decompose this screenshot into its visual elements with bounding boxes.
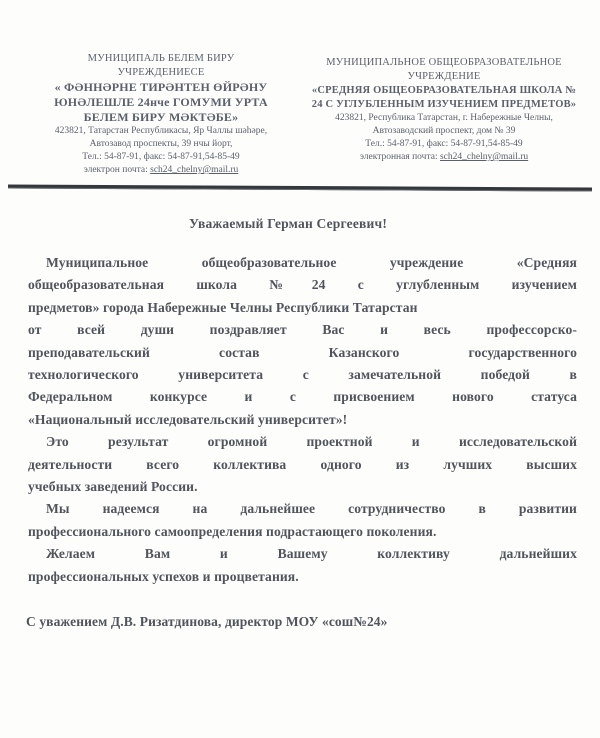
text-line: профессиональных успехов и процветания. [28,568,299,584]
text-line: учебных заведений России. [28,479,198,495]
letterhead-right [302,56,586,164]
paragraph-2 [28,431,577,498]
text-line: БЕЛЕМ БИРУ МӘКТӘБЕ» [83,110,239,124]
text-line: Автозаводский проспект, дом № 39 [372,126,516,136]
text-line: Федеральном конкурсе и с присвоением нового статуса [28,389,577,405]
letterhead-left-school-name [22,80,300,125]
paragraph-4 [28,543,577,588]
text-line: предметов» города Набережные Челны Республики Татарстан [28,299,418,315]
letterhead-right-email-row [302,151,586,164]
text-line: «СРЕДНЯЯ ОБЩЕОБРАЗОВАТЕЛЬНАЯ ШКОЛА № [311,85,577,96]
text-line: 24 С УГЛУБЛЕННЫМ ИЗУЧЕНИЕМ ПРЕДМЕТОВ» [311,99,577,110]
text-line: Автозавод проспекты, 39 нчы йорт, [89,139,233,149]
header-divider-rule [8,184,592,191]
text-line: общеобразовательная школа №24 с углубленным изучением [28,277,577,293]
text-line: 423821, Татарстан Республикасы, Яр Чаллы шәһәре, [54,126,268,136]
text-line: УЧРЕЖДЕНИЕ [407,71,481,82]
email-link[interactable]: sch24_chelny@mail.ru [150,165,239,175]
text-line: УЧРЕЖДЕНИЕСЕ [117,67,205,78]
text-line: Это результат огромной проектной и исследовательской [46,434,577,450]
letterhead-left [22,52,300,177]
letterhead-right-school-name [302,84,586,112]
letterhead-right-org [302,56,586,84]
text-line: ЮНӘЛЕШЛЕ 24нче ГОМУМИ УРТА [54,95,268,109]
letterhead-right-address [302,112,586,151]
text-line: от всей души поздравляет Вас и весь профессорско- [28,322,577,338]
letterhead-left-email-row [22,164,300,177]
text-line: 423821, Республика Татарстан, г. Набережные Челны, [335,113,553,123]
signature-line: С уважением Д.В. Ризатдинова, директор МОУ «сош№24» [26,614,388,629]
text-line: Муниципальное общеобразовательное учреждение «Средняя [46,255,577,270]
text-line: Тел.: 54-87-91, факс: 54-87-91,54-85-49 [82,152,240,162]
text-line: Тел.: 54-87-91, факс: 54-87-91,54-85-49 [365,139,523,149]
text-line: МУНИЦИПАЛЬ БЕЛЕМ БИРУ [87,53,235,64]
text-line: технологического университета с замечательной победой в [28,367,577,383]
text-line: МУНИЦИПАЛЬНОЕ ОБЩЕОБРАЗОВАТЕЛЬНОЕ [326,57,562,68]
paragraph-1 [28,252,577,431]
letterhead-left-address [22,125,300,164]
salutation: Уважаемый Герман Сергеевич! [188,216,388,231]
paragraph-3 [28,498,577,543]
text-line: «Национальный исследовательский университет»! [28,411,348,427]
email-label: электронная почта: [359,152,438,162]
text-line: профессионального самоопределения подрастающего поколения. [28,523,437,539]
letter-body [28,252,577,588]
text-line: « ФӘННӘРНЕ ТИРӘНТЕН ӨЙРӘНУ [54,80,268,94]
email-link[interactable]: sch24_chelny@mail.ru [439,152,529,162]
text-line: деятельности всего коллектива одного из лучших высших [28,456,577,472]
text-line: Мы надеемся на дальнейшее сотрудничество в развитии [46,501,577,517]
email-label: электрон почта: [83,165,148,175]
text-line: Желаем Вам и Вашему коллективу дальнейших [46,546,577,562]
text-line: преподавательский состав Казанского государственного [28,344,577,360]
letterhead-left-org [22,52,300,80]
